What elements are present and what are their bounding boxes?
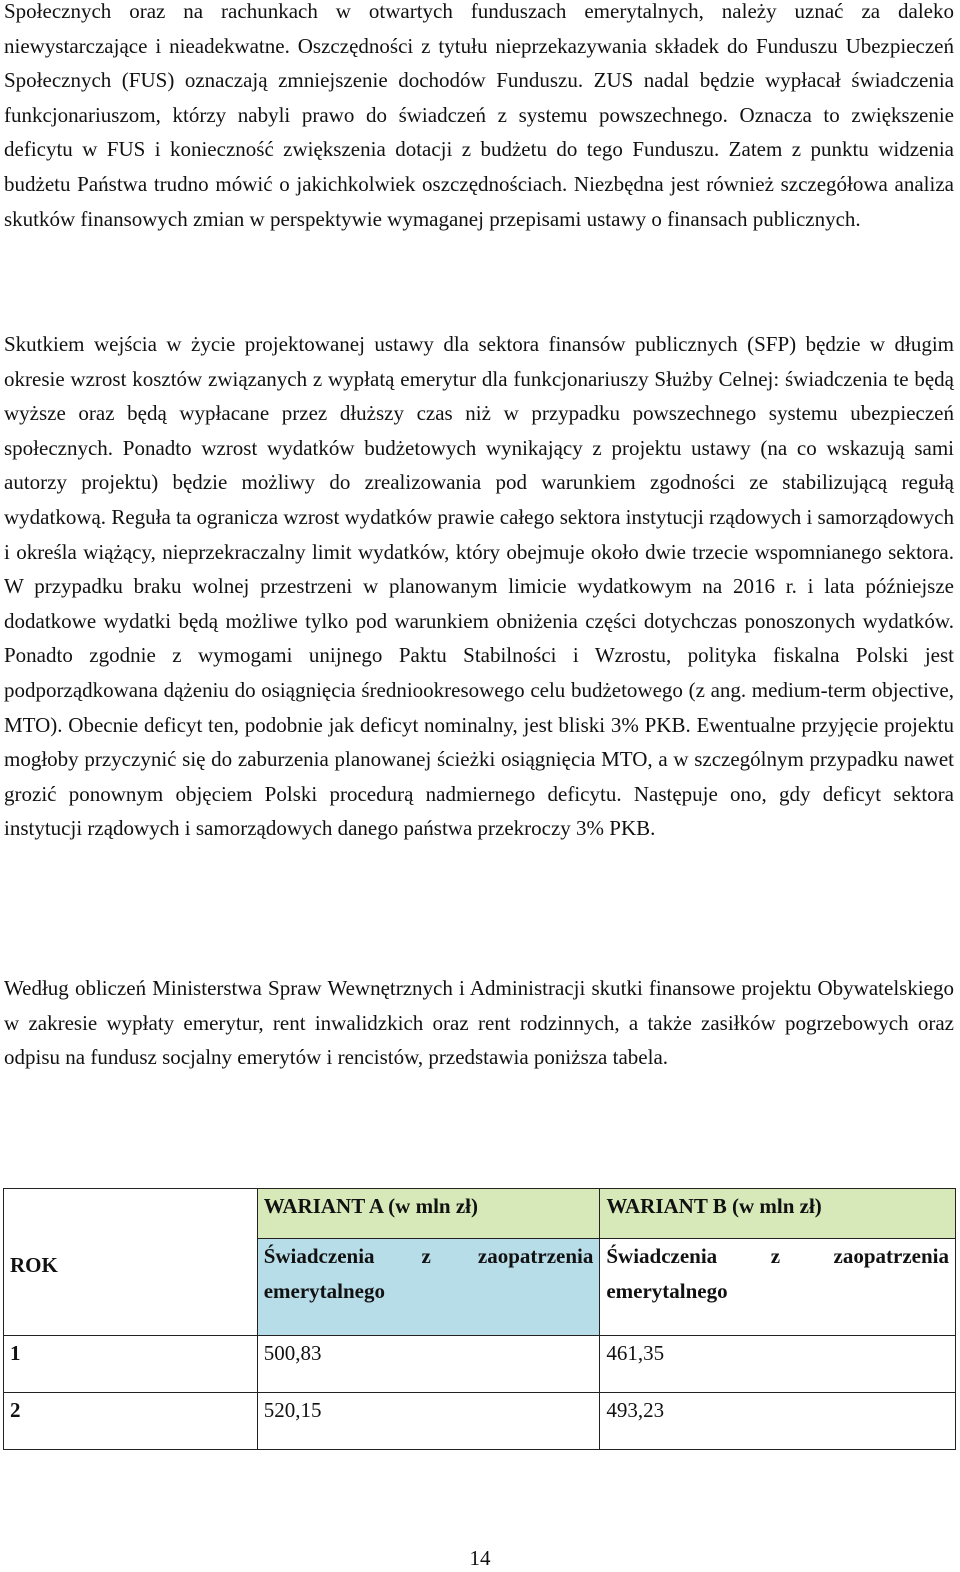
variant-b-header [600, 1189, 956, 1239]
paragraph-2: Skutkiem wejścia w życie projektowanej ustawy dla sektora finansów publicznych (SFP) będzie w długim okresie wzrost kosztów związanych z wypłatą emerytur dla funkcjonariuszy Służby Celnej: świadczenia te będą wyższe oraz będą wypłacane przez dłuższy czas niż w przypadku powszechnego systemu ubezpieczeń społecznych. Ponadto wzrost wydatków budżetowych wynikający z projektu ustawy (na co wskazują sami autorzy projektu) będzie możliwy do zrealizowania pod warunkiem zgodności ze stabilizującą regułą wydatkową. Reguła ta ogranicza wzrost wydatków prawie całego sektora instytucji rządowych i samorządowych i określa wiążący, nieprzekraczalny limit wydatków, który obejmuje około dwie trzecie wspomnianego sektora. W przypadku braku wolnej przestrzeni w planowanym limicie wydatkowym na 2016 r. i lata późniejsze dodatkowe wydatki będą możliwe tylko pod warunkiem obniżenia części dotychczas ponoszonych wydatków. Ponadto zgodnie z wymogami unijnego Paktu Stabilności i Wzrostu, polityka fiskalna Polski jest podporządkowana dążeniu do osiągnięcia średniookresowego celu budżetowego (z ang. medium-term objective, MTO). Obecnie deficyt ten, podobnie jak deficyt nominalny, jest bliski 3% PKB. Ewentualne przyjęcie projektu mogłoby przyczynić się do zaburzenia planowanej ścieżki osiągnięcia MTO, a w szczególnym przypadku nawet grozić ponownym objęciem Polski procedurą nadmiernego deficytu. Następuje ono, gdy deficyt sektora instytucji rządowych i samorządowych danego państwa przekroczy 3% PKB. [4, 332, 954, 841]
row-value-b: 461,35 [600, 1336, 956, 1393]
row-value-a: 520,15 [257, 1393, 600, 1450]
page-number: 14 [469, 1546, 491, 1570]
variant-a-header-label: WARIANT A (w mln zł) [263, 1194, 478, 1218]
row-value-a: 500,83 [257, 1336, 600, 1393]
variant-a-header [257, 1189, 600, 1239]
variant-b-subheader: Świadczenia z zaopatrzenia emerytalnego [600, 1239, 956, 1336]
table-header-row [4, 1189, 956, 1239]
table-row [4, 1393, 956, 1450]
paragraph-3: Według obliczeń Ministerstwa Spraw Wewnętrznych i Administracji skutki finansowe projektu Obywatelskiego w zakresie wypłaty emerytur, rent inwalidzkich oraz rent rodzinnych, a także zasiłków pogrzebowych oraz odpisu na fundusz socjalny emerytów i rencistów, przedstawia poniższa tabela. [4, 976, 954, 1070]
row-year: 2 [4, 1393, 258, 1450]
variant-b-header-label: WARIANT B (w mln zł) [606, 1194, 822, 1218]
row-value-b: 493,23 [600, 1393, 956, 1450]
paragraph-1: Społecznych oraz na rachunkach w otwartych funduszach emerytalnych, należy uznać za daleko niewystarczające i nieadekwatne. Oszczędności z tytułu nieprzekazywania składek do Funduszu Ubezpieczeń Społecznych (FUS) oznaczają zmniejszenie dochodów Funduszu. ZUS nadal będzie wypłacał świadczenia funkcjonariuszom, którzy nabyli prawo do świadczeń z systemu powszechnego. Oznacza to zwiększenie deficytu w FUS i konieczność zwiększenia dotacji z budżetu do tego Funduszu. Zatem z punktu widzenia budżetu Państwa trudno mówić o jakichkolwiek oszczędnościach. Niezbędna jest również szczegółowa analiza skutków finansowych zmian w perspektywie wymaganej przepisami ustawy o finansach publicznych. [4, 0, 954, 231]
table-row [4, 1336, 956, 1393]
financial-effects-table [3, 1188, 956, 1450]
row-year: 1 [4, 1336, 258, 1393]
rok-header: ROK [4, 1189, 258, 1336]
variant-a-subheader: Świadczenia z zaopatrzenia emerytalnego [257, 1239, 600, 1336]
